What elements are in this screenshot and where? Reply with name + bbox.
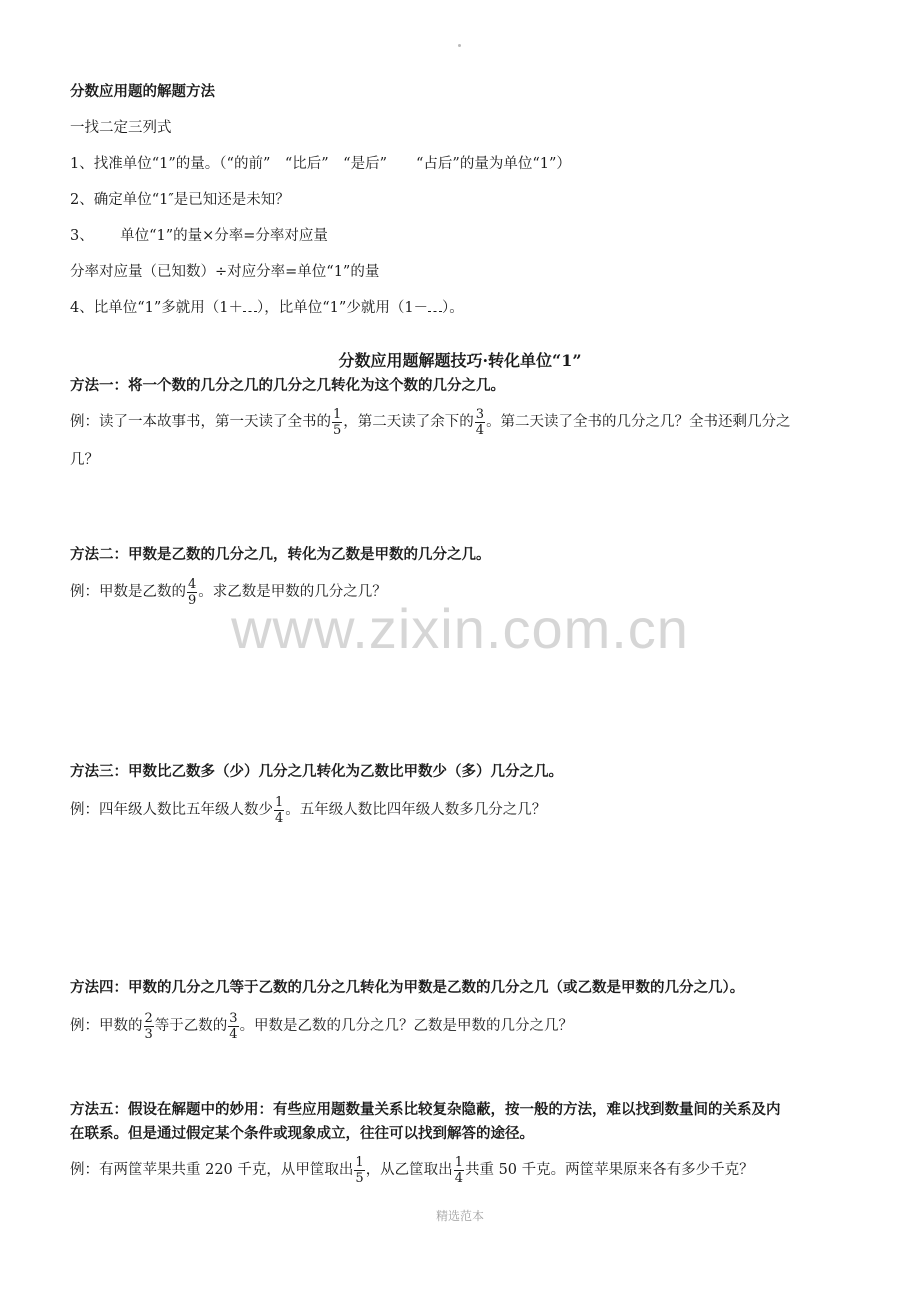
blank-2 [428, 301, 442, 312]
rule-3b: 分率对应量（已知数）÷对应分率=单位“1”的量 [70, 264, 380, 280]
rule-4-part-c: ）。 [442, 300, 464, 316]
method-4-heading: 方法四：甲数的几分之几等于乙数的几分之几转化为甲数是乙数的几分之几（或乙数是甲数的几分之几）。 [70, 979, 745, 996]
page-footer: 精选范本 [435, 1209, 484, 1223]
fraction [332, 407, 342, 438]
frac-num: 4 [188, 576, 197, 592]
rule-4 [70, 298, 464, 318]
frac-num: 1 [275, 794, 284, 810]
fraction [354, 1155, 364, 1186]
rule-3: 3、 单位“1”的量×分率=分率对应量 [70, 228, 328, 244]
m5-text-b: ，从乙筐取出 [365, 1162, 453, 1178]
top-dot [458, 44, 461, 47]
method-5-heading-line-1: 方法五：假设在解题中的妙用：有些应用题数量关系比较复杂隐蔽，按一般的方法，难以找到数量间的关系及内 [70, 1101, 781, 1118]
frac-num: 1 [333, 406, 342, 422]
m2-text-b: 。求乙数是甲数的几分之几？ [198, 584, 387, 600]
m4-text-a: 例：甲数的 [70, 1018, 143, 1034]
m4-text-b: 等于乙数的 [154, 1018, 228, 1034]
doc-title: 分数应用题的解题方法 [70, 83, 215, 100]
frac-den: 5 [355, 1170, 364, 1186]
fraction [454, 1155, 464, 1186]
frac-den: 9 [188, 592, 197, 608]
method-1-heading: 方法一：将一个数的几分之几的几分之几转化为这个数的几分之几。 [70, 377, 505, 394]
rule-4-part-b: ），比单位“1”少就用（1－ [257, 300, 429, 316]
method-1-example [70, 402, 791, 442]
rule-1: 1、找准单位“1”的量。（“的前” “比后” “是后” “占后”的量为单位“1”） [70, 156, 571, 172]
frac-den: 4 [454, 1170, 463, 1186]
frac-den: 5 [333, 422, 342, 438]
method-4-example [70, 1006, 573, 1046]
method-5-heading-line-2: 在联系。但是通过假定某个条件或现象成立，往往可以找到解答的途径。 [70, 1125, 534, 1142]
fraction [274, 795, 284, 826]
fraction [144, 1011, 154, 1042]
m3-text-a: 例：四年级人数比五年级人数少 [70, 802, 273, 818]
frac-den: 4 [275, 810, 284, 826]
m5-text-a: 例：有两筐苹果共重 220 千克，从甲筐取出 [70, 1162, 354, 1178]
frac-den: 3 [144, 1026, 153, 1042]
m1-text-a: 例：读了一本故事书，第一天读了全书的 [70, 414, 331, 430]
m2-text-a: 例：甲数是乙数的 [70, 584, 186, 600]
frac-num: 2 [144, 1010, 153, 1026]
fraction [228, 1011, 238, 1042]
blank-1 [243, 301, 257, 312]
method-1-example-cont: 几？ [70, 452, 99, 468]
frac-num: 1 [355, 1154, 364, 1170]
frac-den: 4 [229, 1026, 238, 1042]
fraction [475, 407, 485, 438]
method-3-example [70, 790, 546, 830]
m5-text-c: 共重 50 千克。两筐苹果原来各有多少千克？ [464, 1162, 754, 1178]
method-3-heading: 方法三：甲数比乙数多（少）几分之几转化为乙数比甲数少（多）几分之几。 [70, 763, 563, 780]
m3-text-b: 。五年级人数比四年级人数多几分之几？ [285, 802, 547, 818]
frac-num: 3 [229, 1010, 238, 1026]
method-5-example [70, 1150, 754, 1190]
frac-num: 3 [475, 406, 485, 422]
section-title: 分数应用题解题技巧·转化单位“1” [338, 351, 582, 370]
m4-text-c: 。甲数是乙数的几分之几？乙数是甲数的几分之几？ [239, 1018, 574, 1034]
m1-text-b: ，第二天读了余下的 [343, 414, 474, 430]
rule-4-part-a: 4、比单位“1”多就用（1＋ [70, 300, 244, 316]
method-2-heading: 方法二：甲数是乙数的几分之几，转化为乙数是甲数的几分之几。 [70, 546, 491, 563]
m1-text-c: 。第二天读了全书的几分之几？全书还剩几分之 [486, 414, 791, 430]
doc-subtitle: 一找二定三列式 [70, 120, 172, 136]
watermark: www.zixin.com.cn [231, 597, 689, 660]
rule-2: 2、确定单位“1″是已知还是未知？ [70, 192, 290, 208]
frac-num: 1 [454, 1154, 463, 1170]
frac-den: 4 [475, 422, 485, 438]
